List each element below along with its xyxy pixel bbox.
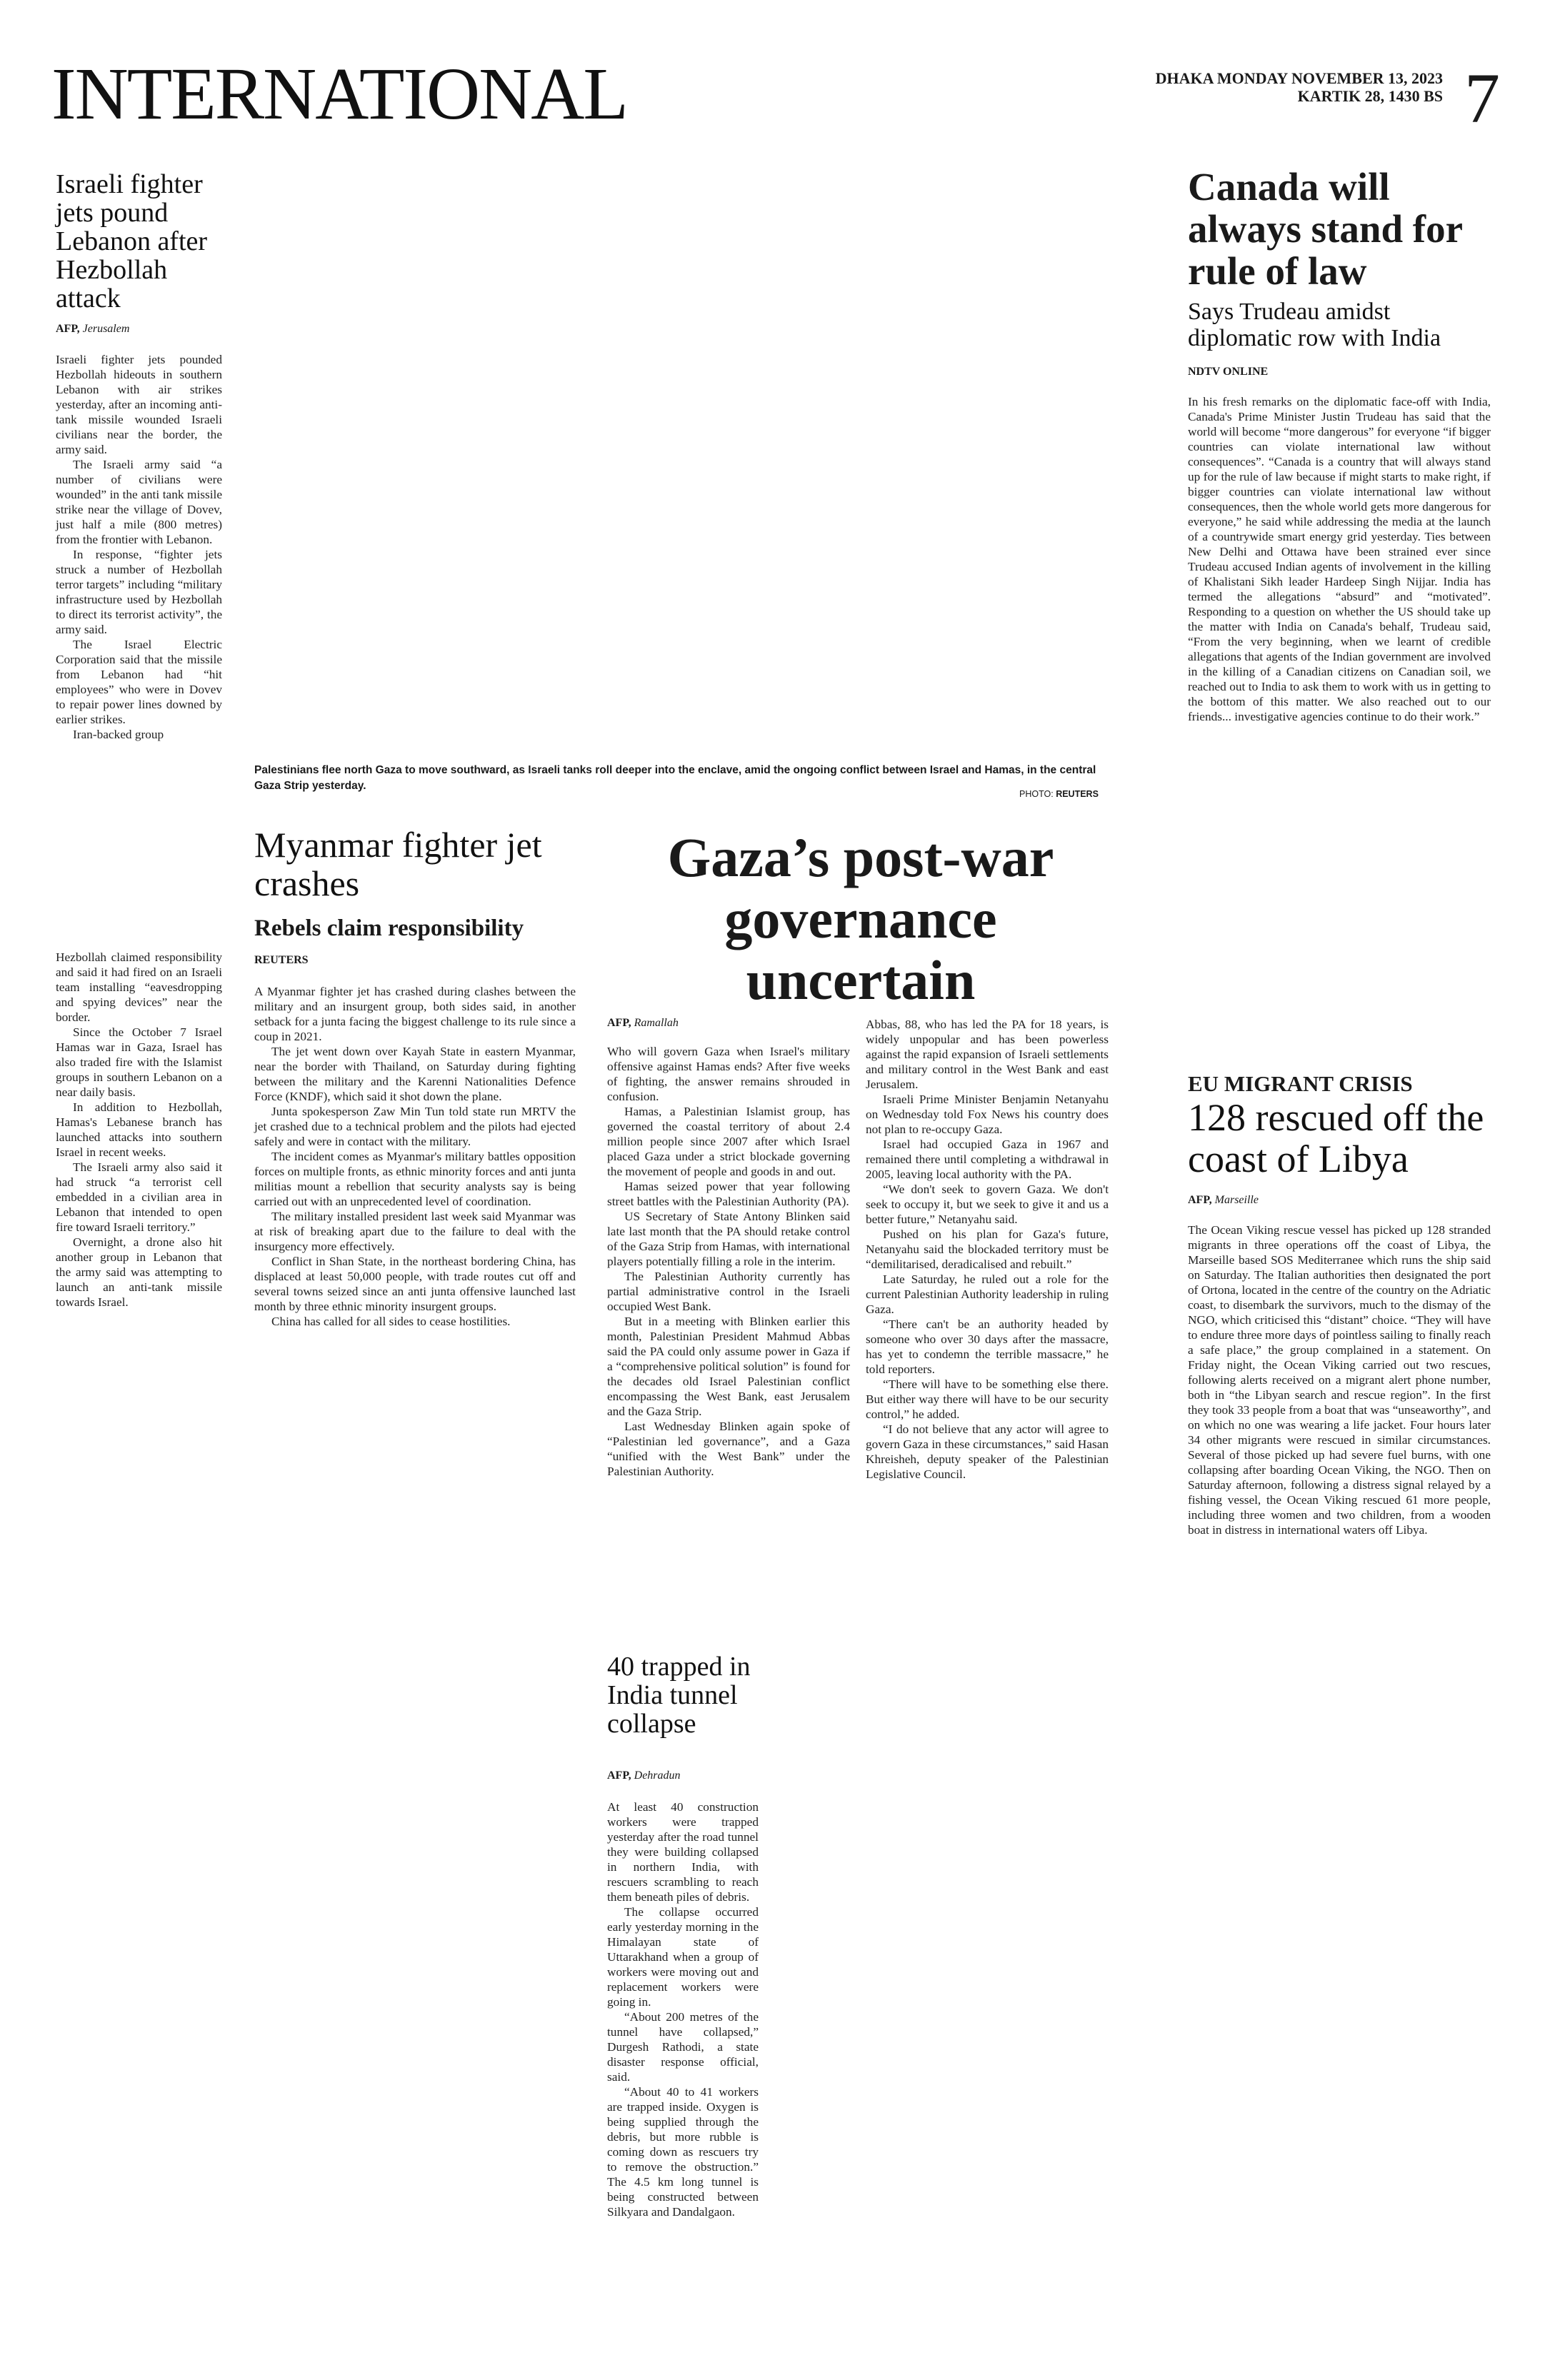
- lebanon-paragraph: Overnight, a drone also hit another group in Lebanon that the army said was attempting to launch an anti-tank missile towards Israel.: [56, 1235, 222, 1309]
- libya-byline: [1188, 1194, 1259, 1207]
- gaza-paragraph: Last Wednesday Blinken again spoke of “Palestinian led governance”, and a Gaza “unified with the West Bank” under the Palestinian Authority.: [607, 1420, 850, 1478]
- libya-body: [1188, 1222, 1491, 1537]
- myanmar-paragraph: Conflict in Shan State, in the northeast bordering China, has displaced at least 50,000 people, with trade routes cut off and several towns seized since an anti junta offensive launched last month by three ethnic minority insurgent groups.: [254, 1255, 576, 1313]
- canada-paragraph: In his fresh remarks on the diplomatic face-off with India, Canada's Prime Minister Justin Trudeau has said that the world will become “more dangerous” for everyone “if bigger countries can violate international law without consequences”. “Canada is a country that will always stand up for the rule of law because if might starts to make right, if bigger countries can violate international law without consequences, then the whole world gets more dangerous for everyone,” he said while addressing the media at the launch of a countrywide smart energy grid yesterday. Ties between New Delhi and Ottawa have been strained ever since Trudeau accused Indian agents of involvement in the killing of Khalistani Sikh leader Hardeep Singh Nijjar. India has termed the allegations “absurd” and “motivated”. Responding to a question on whether the US should take up the matter with India on Canada's behalf, Trudeau said, “From the very beginning, when we learnt of credible allegations that agents of the Indian government are involved in the killing of a Canadian citizens on Canadian soil, we reached out to India to ask them to work with us in getting to the bottom of this matter. We also reached out to our friends... investigative agencies continue to do their work.”: [1188, 395, 1491, 723]
- gaza-paragraph: “I do not believe that any actor will agree to govern Gaza in these circumstances,” said Hasan Khreisheh, deputy speaker of the Palestinian Legislative Council.: [866, 1422, 1109, 1481]
- gaza-byline: [607, 1017, 679, 1030]
- lebanon-paragraph: Since the October 7 Israel Hamas war in Gaza, Israel has also traded fire with the Islamist groups in southern Lebanon on a near daily basis.: [56, 1025, 222, 1099]
- myanmar-paragraph: China has called for all sides to cease hostilities.: [271, 1315, 511, 1328]
- gaza-byline-place: Ramallah: [634, 1017, 679, 1029]
- lebanon-headline: Israeli fighter jets pound Lebanon after Hezbollah attack: [56, 169, 208, 313]
- lebanon-byline-source: AFP,: [56, 323, 80, 335]
- lebanon-paragraph: The Israel Electric Corporation said that the missile from Lebanon had “hit employees” who were in Dovev to repair power lines downed by earlier strikes.: [56, 638, 222, 726]
- libya-headline: 128 rescued off the coast of Libya: [1188, 1096, 1484, 1180]
- lebanon-byline-place: Jerusalem: [82, 323, 130, 335]
- gaza-paragraph: “We don't seek to govern Gaza. We don't seek to occupy it, but we seek to give it and us a better future,” Netanyahu said.: [866, 1183, 1109, 1226]
- gaza-paragraph: Israeli Prime Minister Benjamin Netanyahu on Wednesday told Fox News his country does not plan to re-occupy Gaza.: [866, 1093, 1109, 1136]
- canada-body: [1188, 394, 1491, 724]
- news-photo: [254, 166, 1111, 758]
- gaza-paragraph: Israel had occupied Gaza in 1967 and remained there until completing a withdrawal in 2005, leaving local authority with the PA.: [866, 1138, 1109, 1181]
- section-title: INTERNATIONAL: [51, 53, 627, 135]
- lebanon-paragraph: The Israeli army said “a number of civilians were wounded” in the anti tank missile strike near the village of Dovev, just half a mile (800 metres) from the frontier with Lebanon.: [56, 458, 222, 546]
- gaza-paragraph: Hamas, a Palestinian Islamist group, has governed the coastal territory of about 2.4 million people since 2007 after which Israel placed Gaza under a strict blockade governing the movement of people and goods in and out.: [607, 1105, 850, 1178]
- gaza-paragraph: Hamas seized power that year following street battles with the Palestinian Authority (PA).: [607, 1180, 850, 1208]
- gaza-paragraph: But in a meeting with Blinken earlier this month, Palestinian President Mahmud Abbas said the PA could only assume power in Gaza if a “comprehensive political solution” is found for the decades old Israel Palestinian conflict encompassing the West Bank, east Jerusalem and the Gaza Strip.: [607, 1315, 850, 1418]
- myanmar-paragraph: The jet went down over Kayah State in eastern Myanmar, near the border with Thailand, on Saturday during fighting between the military and the Karenni Nationalities Defence Force (KNDF), which said it shot down the plane.: [254, 1045, 576, 1103]
- myanmar-paragraph: The incident comes as Myanmar's military battles opposition forces on multiple fronts, as ethnic minority forces and anti junta militias mount a rebellion that security analysts say is being carried out with an unprecedented level of coordination.: [254, 1150, 576, 1208]
- tunnel-headline: 40 trapped in India tunnel collapse: [607, 1652, 751, 1739]
- lebanon-body-top: [56, 352, 222, 742]
- gaza-byline-source: AFP,: [607, 1017, 631, 1029]
- photo-credit: [1019, 789, 1099, 799]
- dateline-date: DHAKA MONDAY NOVEMBER 13, 2023: [1155, 69, 1443, 87]
- myanmar-byline: REUTERS: [254, 954, 309, 966]
- tunnel-byline-place: Dehradun: [634, 1769, 681, 1782]
- gaza-paragraph: Who will govern Gaza when Israel's military offensive against Hamas ends? After five weeks of fighting, the answer remains shrouded in confusion.: [607, 1045, 850, 1103]
- gaza-paragraph: Abbas, 88, who has led the PA for 18 years, is widely unpopular and has been powerless against the rapid expansion of Israeli settlements and military control in the West Bank and east Jerusalem.: [866, 1018, 1109, 1091]
- tunnel-paragraph: “About 200 metres of the tunnel have collapsed,” Durgesh Rathodi, a state disaster response official, said.: [607, 2010, 759, 2084]
- photo-caption: Palestinians flee north Gaza to move southward, as Israeli tanks roll deeper into the enclave, amid the ongoing conflict between Israel and Hamas, in the central Gaza Strip yesterday.: [254, 764, 1096, 792]
- photo-credit-source: REUTERS: [1056, 789, 1099, 799]
- dateline-bangla-date: KARTIK 28, 1430 BS: [1297, 86, 1443, 105]
- lebanon-paragraph: Hezbollah claimed responsibility and said it had fired on an Israeli team installing “eavesdropping and spying devices” near the border.: [56, 950, 222, 1024]
- myanmar-subhead: Rebels claim responsibility: [254, 915, 524, 941]
- gaza-paragraph: Pushed on his plan for Gaza's future, Netanyahu said the blockaded territory must be “demilitarised, deradicalised and rebuilt.”: [866, 1227, 1109, 1271]
- canada-byline: NDTV ONLINE: [1188, 366, 1269, 378]
- tunnel-byline: [607, 1769, 681, 1782]
- tunnel-paragraph: At least 40 construction workers were trapped yesterday after the road tunnel they were building collapsed in northern India, with rescuers scrambling to reach them beneath piles of debris.: [607, 1800, 759, 1904]
- lebanon-body-bottom: [56, 950, 222, 1310]
- lebanon-paragraph: Israeli fighter jets pounded Hezbollah hideouts in southern Lebanon with air strikes yesterday, after an incoming anti-tank missile wounded Israeli civilians near the border, the army said.: [56, 353, 222, 456]
- lebanon-paragraph: In addition to Hezbollah, Hamas's Lebanese branch has launched attacks into southern Israel in recent weeks.: [56, 1100, 222, 1159]
- canada-headline: Canada will always stand for rule of law: [1188, 165, 1463, 293]
- tunnel-paragraph: The collapse occurred early yesterday morning in the Himalayan state of Uttarakhand when a group of workers were moving out and replacement workers were going in.: [607, 1905, 759, 2009]
- canada-subhead: Says Trudeau amidst diplomatic row with India: [1188, 298, 1441, 351]
- gaza-paragraph: The Palestinian Authority currently has partial administrative control in the Israeli occupied West Bank.: [607, 1270, 850, 1313]
- dateline: [1156, 70, 1443, 105]
- myanmar-headline: Myanmar fighter jet crashes: [254, 825, 542, 903]
- myanmar-paragraph: A Myanmar fighter jet has crashed during clashes between the military and an insurgent group, both sides said, in another setback for a junta facing the biggest challenge to its rule since a coup in 2021.: [254, 985, 576, 1043]
- gaza-body-col2: [866, 1017, 1109, 1482]
- photo-credit-label: PHOTO:: [1019, 789, 1054, 799]
- libya-kicker: EU MIGRANT CRISIS: [1188, 1071, 1413, 1096]
- libya-byline-source: AFP,: [1188, 1194, 1212, 1206]
- gaza-body-col1: [607, 1044, 850, 1479]
- gaza-paragraph: “There can't be an authority headed by someone who over 30 days after the massacre, has yet to condemn the terrible massacre,” he told reporters.: [866, 1317, 1109, 1376]
- lebanon-byline: [56, 323, 234, 336]
- gaza-headline: Gaza’s post-war governance uncertain: [667, 826, 1054, 1011]
- gaza-paragraph: US Secretary of State Antony Blinken said late last month that the PA should retake control of the Gaza Strip from Hamas, with international players potentially filling a role in the interim.: [607, 1210, 850, 1268]
- lebanon-paragraph: Iran-backed group: [73, 728, 164, 741]
- libya-paragraph: The Ocean Viking rescue vessel has picked up 128 stranded migrants in three operations off the coast of Libya, the Marseille based SOS Mediterranee which runs the ship said on Saturday. The Italian authorities then designated the port of Ortona, located in the centre of the country on the Adriatic coast, to disembark the survivors, much to the dismay of the NGO, which criticised this “distant” choice. “They will have to endure three more days of pointless sailing to finally reach a safe place,” the group complained in a statement. On Friday night, the Ocean Viking carried out two rescues, following alerts received on a migrant alert phone number, both in “the Libyan search and rescue region”. In the first they took 33 people from a boat that was “unseaworthy”, and on which no one was wearing a life jacket. Four hours later 34 other migrants were rescued in similar circumstances. Several of those picked up had severe fuel burns, with one collapsing after boarding Ocean Viking, the NGO. Then on Saturday afternoon, following a distress signal relayed by a fishing vessel, the Ocean Viking rescued 61 more people, including three women and two children, from a wooden boat in distress in international waters off Libya.: [1188, 1223, 1491, 1537]
- tunnel-paragraph: “About 40 to 41 workers are trapped inside. Oxygen is being supplied through the debris, but more rubble is coming down as rescuers try to remove the obstruction.” The 4.5 km long tunnel is being constructed between Silkyara and Dandalgaon.: [607, 2085, 759, 2219]
- tunnel-body: [607, 1799, 759, 2219]
- page-number: 7: [1464, 59, 1500, 138]
- myanmar-paragraph: The military installed president last week said Myanmar was at risk of breaking apart due to the failure to deal with the insurgency more effectively.: [254, 1210, 576, 1253]
- libya-byline-place: Marseille: [1214, 1194, 1259, 1206]
- gaza-paragraph: Late Saturday, he ruled out a role for the current Palestinian Authority leadership in ruling Gaza.: [866, 1272, 1109, 1316]
- myanmar-paragraph: Junta spokesperson Zaw Min Tun told state run MRTV the jet crashed due to a technical problem and the pilots had ejected safely and were in contact with the military.: [254, 1105, 576, 1148]
- tunnel-byline-source: AFP,: [607, 1769, 631, 1782]
- myanmar-body: [254, 984, 576, 1329]
- lebanon-paragraph: In response, “fighter jets struck a number of Hezbollah terror targets” including “military infrastructure used by Hezbollah to direct its terrorist activity”, the army said.: [56, 548, 222, 636]
- gaza-paragraph: “There will have to be something else there. But either way there will have to be our security control,” he added.: [866, 1377, 1109, 1421]
- lebanon-paragraph: The Israeli army also said it had struck “a terrorist cell embedded in a civilian area in Lebanon that intended to open fire toward Israeli territory.”: [56, 1160, 222, 1234]
